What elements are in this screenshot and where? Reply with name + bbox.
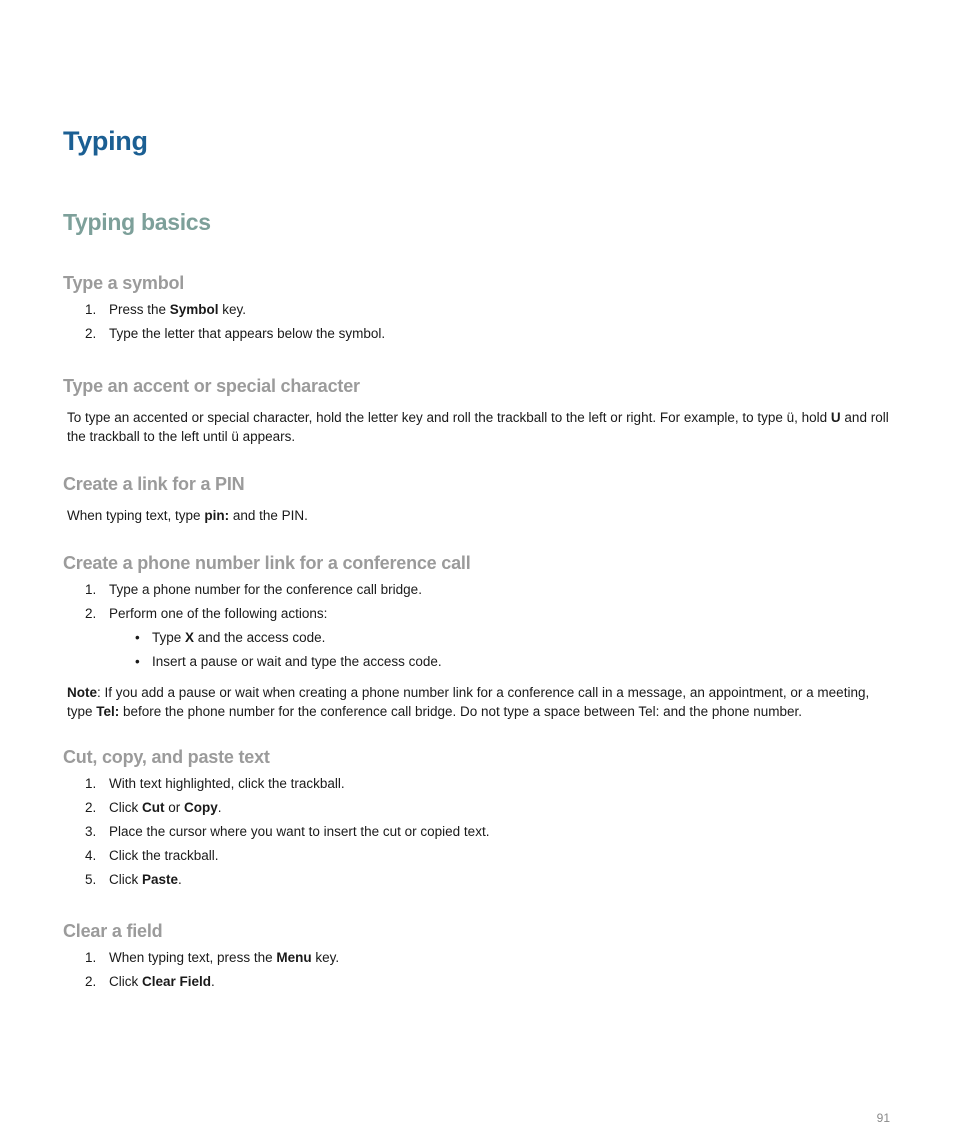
step-number: 1. — [85, 582, 97, 597]
note-paragraph: Note: If you add a pause or wait when creating a phone number link for a conference call in a message, an appointment, or a meeting, type Tel: before the phone number for the conference call bridge. Do not type a space between Tel: and the phone number. — [67, 685, 870, 719]
bullet-list — [63, 626, 893, 674]
step-number: 2. — [85, 800, 97, 815]
bullet-icon: • — [135, 654, 140, 669]
emphasized-term: U — [830, 410, 841, 425]
emphasized-term: pin: — [204, 508, 230, 523]
step-list — [63, 578, 893, 626]
section-type-a-symbol — [63, 271, 893, 346]
step-item — [63, 772, 893, 796]
step-number: 2. — [85, 974, 97, 989]
section-heading: Clear a field — [63, 921, 163, 941]
section-clear-a-field — [63, 919, 893, 994]
step-number: 3. — [85, 824, 97, 839]
emphasized-term: Cut — [142, 800, 165, 815]
step-item — [63, 970, 893, 994]
section-heading: Create a phone number link for a conference call — [63, 553, 471, 573]
section-phone-number-link — [63, 551, 893, 721]
emphasized-term: Clear Field — [142, 974, 212, 989]
step-number: 5. — [85, 872, 97, 887]
section-cut-copy-paste — [63, 745, 893, 892]
step-item — [63, 322, 893, 346]
step-number: 1. — [85, 776, 97, 791]
emphasized-term: Tel: — [96, 704, 120, 719]
step-item — [63, 298, 893, 322]
step-number: 2. — [85, 326, 97, 341]
step-list — [63, 946, 893, 994]
step-text: Perform one of the following actions: — [109, 606, 328, 621]
emphasized-term: Symbol — [169, 302, 219, 317]
paragraph: When typing text, type pin: and the PIN. — [67, 508, 308, 523]
step-text: With text highlighted, click the trackball. — [109, 776, 345, 791]
bullet-text: Type X and the access code. — [152, 630, 326, 645]
emphasized-term: X — [185, 630, 195, 645]
step-text: Click Cut or Copy. — [109, 800, 222, 815]
section-heading: Cut, copy, and paste text — [63, 747, 270, 767]
section-create-pin-link — [63, 472, 893, 525]
step-text: Press the Symbol key. — [109, 302, 247, 317]
step-text: Click the trackball. — [109, 848, 219, 863]
step-text: Click Paste. — [109, 872, 182, 887]
page-number: 91 — [876, 1111, 890, 1125]
paragraph: To type an accented or special character, hold the letter key and roll the trackball to the left or right. For example, to type ü, hold U and roll the trackball to the left until ü appears. — [67, 410, 889, 444]
step-item — [63, 844, 893, 868]
emphasized-term: Copy — [184, 800, 218, 815]
step-item — [63, 602, 893, 626]
step-text: When typing text, press the Menu key. — [109, 950, 340, 965]
bullet-text: Insert a pause or wait and type the access code. — [152, 654, 442, 669]
section-type-an-accent — [63, 374, 893, 446]
step-item — [63, 578, 893, 602]
emphasized-term: Paste — [142, 872, 179, 887]
step-text: Type a phone number for the conference call bridge. — [109, 582, 422, 597]
bullet-item — [63, 650, 893, 674]
step-number: 1. — [85, 302, 97, 317]
step-number: 2. — [85, 606, 97, 621]
section-heading: Type an accent or special character — [63, 376, 360, 396]
page-title: Typing — [63, 126, 148, 156]
step-item — [63, 796, 893, 820]
step-list — [63, 772, 893, 892]
document-page — [63, 0, 893, 1145]
step-text: Type the letter that appears below the symbol. — [109, 326, 386, 341]
step-item — [63, 868, 893, 892]
section-title: Typing basics — [63, 209, 211, 235]
step-number: 4. — [85, 848, 97, 863]
emphasized-term: Menu — [276, 950, 312, 965]
step-text: Place the cursor where you want to insert the cut or copied text. — [109, 824, 490, 839]
bullet-item — [63, 626, 893, 650]
step-list — [63, 298, 893, 346]
section-heading: Create a link for a PIN — [63, 474, 245, 494]
section-heading: Type a symbol — [63, 273, 185, 293]
step-text: Click Clear Field. — [109, 974, 215, 989]
step-number: 1. — [85, 950, 97, 965]
step-item — [63, 946, 893, 970]
bullet-icon: • — [135, 630, 140, 645]
step-item — [63, 820, 893, 844]
emphasized-term: Note — [67, 685, 97, 700]
